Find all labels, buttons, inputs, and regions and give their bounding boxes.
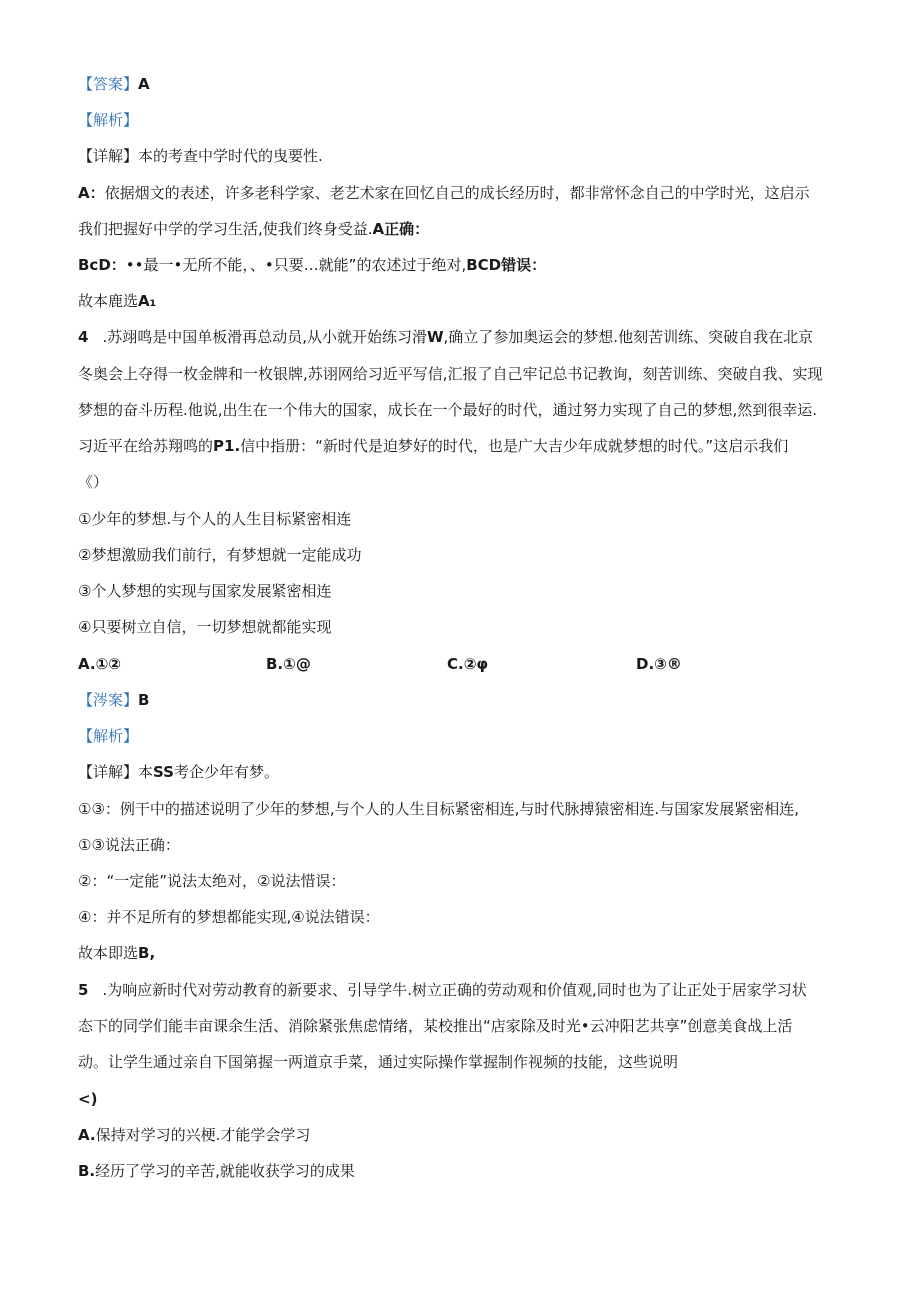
- q4-item-4: [78, 616, 850, 638]
- answer-tag: 【答案】: [78, 75, 139, 93]
- q3-detail-line: [78, 145, 850, 167]
- detail-tag: 【详解】: [78, 763, 139, 781]
- detail-b: SS: [153, 763, 174, 781]
- question-number: 5: [78, 981, 89, 999]
- q4-text-1b: ,确立了参加奥运会的梦想.他刻苦训练、突破自我在北京: [443, 328, 814, 346]
- q4-item-3: [78, 580, 850, 602]
- statement-4: ④只要树立自信，一切梦想就都能实现: [78, 618, 332, 636]
- detail-text-1: ①③：例干中的描述说明了少年的梦想,与个人的人生目标紧密相连,与时代脉搏猿密相连.与国家发展紧密相连,: [78, 800, 799, 818]
- detail-a: 本: [138, 763, 154, 781]
- option-b: B.①@: [266, 655, 311, 673]
- option-a-text: 保持对学习的兴梗.才能学会学习: [95, 1126, 311, 1144]
- bcd-text: ••最一•无所不能，、•只要…就能”的农述过于绝对,: [125, 256, 467, 274]
- q4-line2: [78, 363, 850, 385]
- a-label: A：: [78, 184, 105, 202]
- a-text-1: 依据烟文的表述，许多老科学家、老艺术家在回忆自己的成长经历时，都非常怀念自己的中学时光，这启示: [104, 184, 810, 202]
- q3-conclusion: [78, 290, 850, 312]
- question-number: 4: [78, 328, 89, 346]
- q4-item-2: [78, 544, 850, 566]
- option-b-label: B.: [78, 1162, 96, 1180]
- q3-a-line1: [78, 182, 850, 204]
- q4-text-1a: .苏翊鸣是中国单板滑再总动员,从小就开始练习滑: [102, 328, 427, 346]
- answer-value: A: [138, 75, 150, 93]
- q5-answer-paren: [78, 1088, 850, 1110]
- q4-text-4c: 信中指册：“新时代是迫梦好的时代，也是广大吉少年成就梦想的时代。”这启示我们: [240, 437, 789, 455]
- q4-item-1: [78, 508, 850, 530]
- q4-detail-3: [78, 870, 850, 892]
- q4-text-4a: 习近平在给苏翔鸣的: [78, 437, 214, 455]
- q4-answer-paren: [78, 471, 850, 493]
- option-b-text: 经历了学习的辛苦,就能收获学习的成果: [95, 1162, 355, 1180]
- q4-detail-1: [78, 798, 850, 820]
- answer-value: B: [138, 691, 150, 709]
- detail-tag: 【详解】: [78, 147, 139, 165]
- q5-line3: [78, 1051, 850, 1073]
- q4-line3: [78, 399, 850, 421]
- statement-3: ③个人梦想的实现与国家发展紧密相连: [78, 582, 332, 600]
- statement-1: ①少年的梦想.与个人的人生目标紧密相连: [78, 510, 352, 528]
- q3-answer-line: [78, 73, 850, 95]
- option-a: A.①②: [78, 655, 121, 673]
- q4-text-2: 冬奥会上夺得一枚金牌和一枚银牌,苏诩网给习近平写信,汇报了自己牢记总书记教询，刻苦训练、突破自我、实现: [78, 365, 823, 383]
- option-a-label: A.: [78, 1126, 96, 1144]
- q4-conclusion: [78, 942, 850, 964]
- q4-detail-4: [78, 906, 850, 928]
- conclusion-answer: B,: [138, 944, 156, 962]
- detail-text-2: ①③说法正确：: [78, 836, 180, 854]
- detail-text-4: ④：并不足所有的梦想都能实现,④说法错误：: [78, 908, 380, 926]
- q4-answer-line: [78, 689, 850, 711]
- detail-text-3: ②：“一定能”说法太绝对，②说法惜误：: [78, 872, 346, 890]
- q5-option-a: [78, 1124, 850, 1146]
- answer-paren: 《）: [78, 473, 109, 491]
- analysis-tag: 【解析】: [78, 727, 139, 745]
- q5-option-b: [78, 1160, 850, 1182]
- answer-tag: 【涔案】: [78, 691, 139, 709]
- analysis-tag: 【解析】: [78, 111, 139, 129]
- q4-analysis-line: [78, 725, 850, 747]
- q4-detail-2: [78, 834, 850, 856]
- answer-paren: <): [78, 1090, 98, 1108]
- q4-text-1w: W: [426, 328, 444, 346]
- detail-c: 考企少年有梦。: [173, 763, 279, 781]
- q3-a-line2: [78, 218, 850, 240]
- q4-detail-line: [78, 761, 850, 783]
- q5-text-1: .为响应新时代对劳动教育的新要求、引导学牛.树立正确的劳动观和价值观,同时也为了让正处于居家学习状: [102, 981, 807, 999]
- conclusion-text: 故本即选: [78, 944, 139, 962]
- q3-bcd-line: [78, 254, 850, 276]
- conclusion-answer: A₁: [138, 292, 157, 310]
- q5-text-2: 态下的同学们能丰亩课余生活、消除紧张焦虑情绪，某校推出“店家除及时光•云冲阳艺共享”创意美食战上活: [78, 1017, 793, 1035]
- conclusion-text: 故本鹿选: [78, 292, 139, 310]
- option-c: C.②φ: [447, 655, 489, 673]
- q3-analysis-line: [78, 109, 850, 131]
- bcd-label: BcD：: [78, 256, 126, 274]
- q4-line1: [78, 326, 850, 348]
- q5-line1: [78, 979, 850, 1001]
- statement-2: ②梦想激励我们前行，有梦想就一定能成功: [78, 546, 362, 564]
- a-verdict: A正确：: [372, 220, 430, 238]
- bcd-verdict: BCD错误：: [466, 256, 547, 274]
- q4-text-4b: P1.: [213, 437, 241, 455]
- a-text-2: 我们把握好中学的学习生活,使我们终身受益.: [78, 220, 373, 238]
- option-d: D.③®: [636, 655, 682, 673]
- q5-line2: [78, 1015, 850, 1037]
- detail-text: 本的考查中学时代的曳要性.: [138, 147, 323, 165]
- q5-text-3: 动。让学生通过亲自下国第握一两道京手菜，通过实际操作掌握制作视频的技能，这些说明: [78, 1053, 679, 1071]
- q4-text-3: 梦想的奋斗历程.他说,出生在一个伟大的国家，成长在一个最好的时代，通过努力实现了自己的梦想,然到很幸运.: [78, 401, 818, 419]
- q4-line4: [78, 435, 850, 457]
